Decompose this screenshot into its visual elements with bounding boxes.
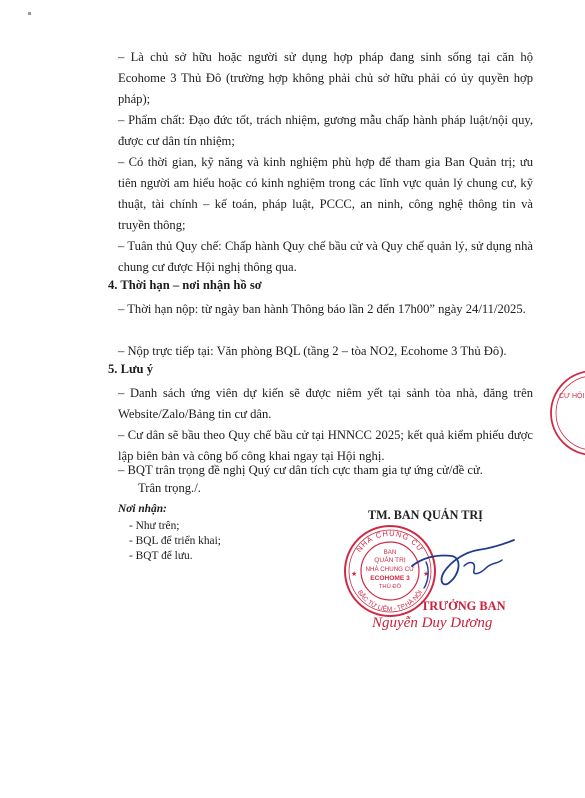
svg-text:QUẢN TRỊ: QUẢN TRỊ: [374, 557, 406, 564]
signature-title: TRƯỞNG BAN: [421, 599, 506, 613]
criteria-compliance: – Tuân thủ Quy chế: Chấp hành Quy chế bầu cử và Quy chế quản lý, sử dụng nhà chung cư được Hội nghị thông qua.: [118, 239, 533, 274]
handwritten-signature: [406, 532, 518, 592]
section-5-voting: – Cư dân sẽ bầu theo Quy chế bầu cử tại HNNCC 2025; kết quả kiểm phiếu được lập biên bản và công bố công khai ngay tại Hội nghị.: [118, 428, 533, 463]
svg-text:★: ★: [351, 571, 358, 578]
section-5-candidate-list: – Danh sách ứng viên dự kiến sẽ được niêm yết tại sảnh tòa nhà, đăng trên Website/Zalo/Bảng tin cư dân.: [118, 386, 533, 421]
criteria-ethics: – Phẩm chất: Đạo đức tốt, trách nhiệm, gương mẫu chấp hành pháp luật/nội quy, được cư dân tín nhiệm;: [118, 113, 533, 148]
svg-text:BẮC TỪ LIÊM - TP.HÀ NỘI: BẮC TỪ LIÊM - TP.HÀ NỘI: [355, 589, 425, 614]
signature-name: Nguyễn Duy Dương: [372, 615, 493, 631]
recipient-item: - BQL để triển khai;: [129, 535, 221, 547]
svg-text:THỦ ĐÔ: THỦ ĐÔ: [378, 584, 402, 590]
svg-text:BAN: BAN: [383, 549, 397, 556]
section-4-deadline: – Thời hạn nộp: từ ngày ban hành Thông báo lần 2 đến 17h00” ngày 24/11/2025.: [118, 302, 526, 316]
svg-text:NHÀ CHUNG CƯ: NHÀ CHUNG CƯ: [365, 566, 415, 573]
svg-text:CƯ HỘI: CƯ HỘI: [559, 393, 585, 400]
closing-line: Trân trọng./.: [138, 481, 201, 495]
section-4-location: – Nộp trực tiếp tại: Văn phòng BQL (tầng 2 – tòa NO2, Ecohome 3 Thủ Đô).: [118, 344, 507, 358]
svg-text:NHÀ CHUNG CƯ: NHÀ CHUNG CƯ: [354, 528, 426, 554]
section-4-heading: 4. Thời hạn – nơi nhận hồ sơ: [108, 278, 262, 292]
criteria-experience: – Có thời gian, kỹ năng và kinh nghiệm phù hợp để tham gia Ban Quản trị; ưu tiên người am hiểu hoặc có kinh nghiệm trong các lĩnh vực quản lý chung cư, kỹ thuật, tài chính – kế toán, pháp luật, PCCC, an ninh, công nghệ thông tin và truyền thông;: [118, 155, 533, 232]
scan-speck: [28, 12, 31, 15]
edge-seal-fragment: [545, 368, 585, 458]
recipients-title: Nơi nhận:: [118, 503, 167, 515]
svg-text:ECOHOME 3: ECOHOME 3: [370, 575, 410, 582]
criteria-ownership: – Là chủ sở hữu hoặc người sử dụng hợp pháp đang sinh sống tại căn hộ Ecohome 3 Thủ Đô (trường hợp không phải chủ sở hữu phải có ủy quyền hợp pháp);: [118, 50, 533, 106]
section-5-encouragement: – BQT trân trọng đề nghị Quý cư dân tích cực tham gia tự ứng cử/đề cử.: [118, 463, 483, 477]
recipient-item: - BQT để lưu.: [129, 550, 193, 562]
recipient-item: - Như trên;: [129, 520, 180, 532]
signature-org: TM. BAN QUẢN TRỊ: [368, 508, 483, 522]
section-5-heading: 5. Lưu ý: [108, 362, 154, 376]
svg-text:★: ★: [423, 571, 430, 578]
